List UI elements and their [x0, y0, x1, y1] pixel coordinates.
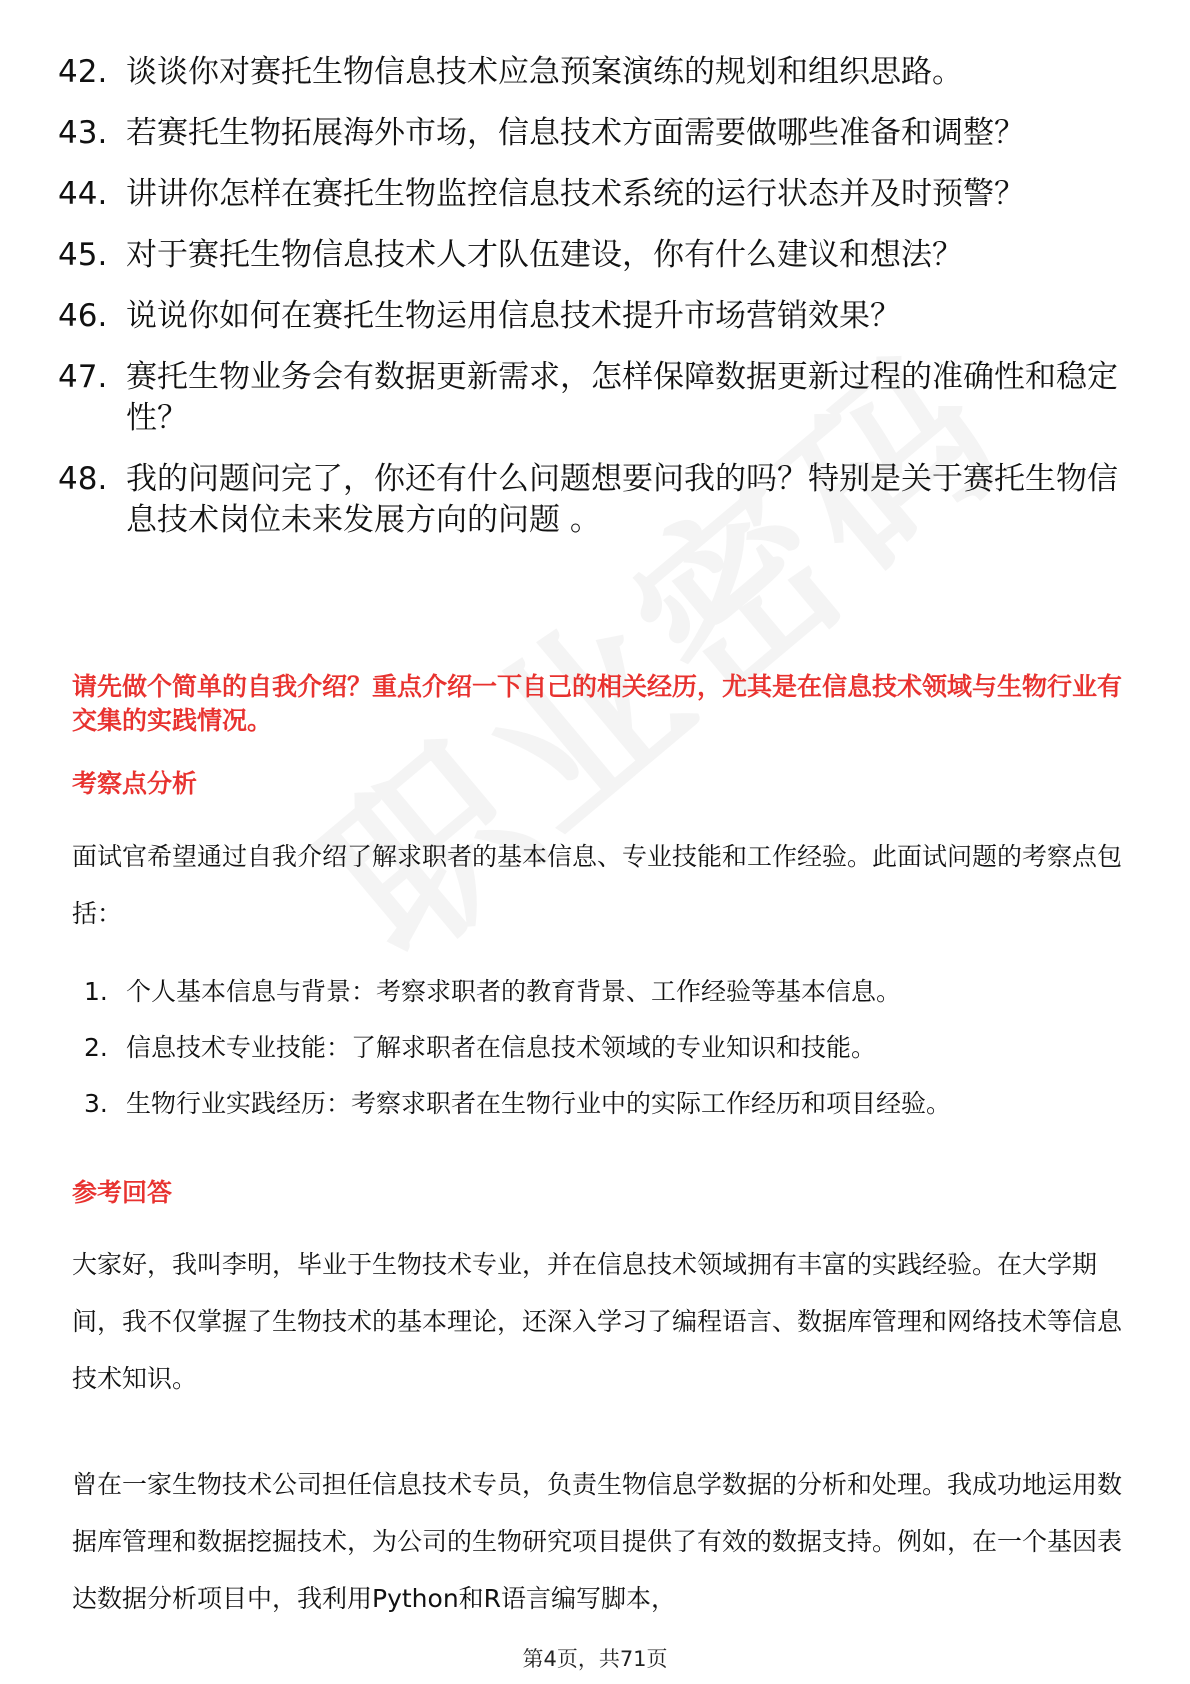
point-number: 2. — [84, 1033, 108, 1062]
analysis-point — [84, 975, 1114, 1009]
featured-question: 请先做个简单的自我介绍？重点介绍一下自己的相关经历，尤其是在信息技术领域与生物行业有交集的实践情况。 — [72, 672, 1123, 735]
answer-paragraph: 曾在一家生物技术公司担任信息技术专员，负责生物信息学数据的分析和处理。我成功地运用数据库管理和数据挖掘技术，为公司的生物研究项目提供了有效的数据支持。例如，在一个基因表达数据分析项目中，我利用Python和R语言编写脚本， — [72, 1470, 1123, 1613]
answer-heading: 参考回答 — [72, 1178, 173, 1207]
question-list — [58, 52, 1118, 561]
question-text: 赛托生物业务会有数据更新需求，怎样保障数据更新过程的准确性和稳定性？ — [126, 359, 1118, 436]
question-number: 43. — [58, 115, 108, 151]
question-text: 讲讲你怎样在赛托生物监控信息技术系统的运行状态并及时预警？ — [126, 176, 1025, 212]
question-number: 47. — [58, 359, 108, 395]
question-number: 42. — [58, 54, 108, 90]
question-item — [58, 357, 1118, 439]
question-text: 说说你如何在赛托生物运用信息技术提升市场营销效果？ — [126, 298, 901, 334]
question-item — [58, 235, 1118, 276]
question-item — [58, 459, 1118, 541]
question-item — [58, 52, 1118, 93]
question-number: 48. — [58, 461, 108, 497]
point-number: 3. — [84, 1089, 108, 1118]
point-text: 信息技术专业技能：了解求职者在信息技术领域的专业知识和技能。 — [126, 1033, 877, 1062]
analysis-point — [84, 1087, 1114, 1121]
question-item — [58, 113, 1118, 154]
analysis-points — [84, 975, 1114, 1143]
question-text: 对于赛托生物信息技术人才队伍建设，你有什么建议和想法？ — [126, 237, 963, 273]
question-number: 45. — [58, 237, 108, 273]
question-text: 若赛托生物拓展海外市场，信息技术方面需要做哪些准备和调整？ — [126, 115, 1025, 151]
question-number: 44. — [58, 176, 108, 212]
analysis-intro: 面试官希望通过自我介绍了解求职者的基本信息、专业技能和工作经验。此面试问题的考察点包括： — [72, 842, 1123, 928]
point-text: 个人基本信息与背景：考察求职者的教育背景、工作经验等基本信息。 — [126, 977, 902, 1006]
question-number: 46. — [58, 298, 108, 334]
analysis-point — [84, 1031, 1114, 1065]
question-item — [58, 174, 1118, 215]
analysis-heading: 考察点分析 — [72, 769, 198, 798]
answer-paragraph: 大家好，我叫李明，毕业于生物技术专业，并在信息技术领域拥有丰富的实践经验。在大学期间，我不仅掌握了生物技术的基本理论，还深入学习了编程语言、数据库管理和网络技术等信息技术知识。 — [72, 1250, 1123, 1393]
point-number: 1. — [84, 977, 108, 1006]
question-item — [58, 296, 1118, 337]
question-text: 我的问题问完了，你还有什么问题想要问我的吗？特别是关于赛托生物信息技术岗位未来发展方向的问题 。 — [126, 461, 1118, 538]
point-text: 生物行业实践经历：考察求职者在生物行业中的实际工作经历和项目经验。 — [126, 1089, 952, 1118]
page-footer: 第4页，共71页 — [522, 1647, 668, 1671]
question-text: 谈谈你对赛托生物信息技术应急预案演练的规划和组织思路。 — [126, 54, 963, 90]
